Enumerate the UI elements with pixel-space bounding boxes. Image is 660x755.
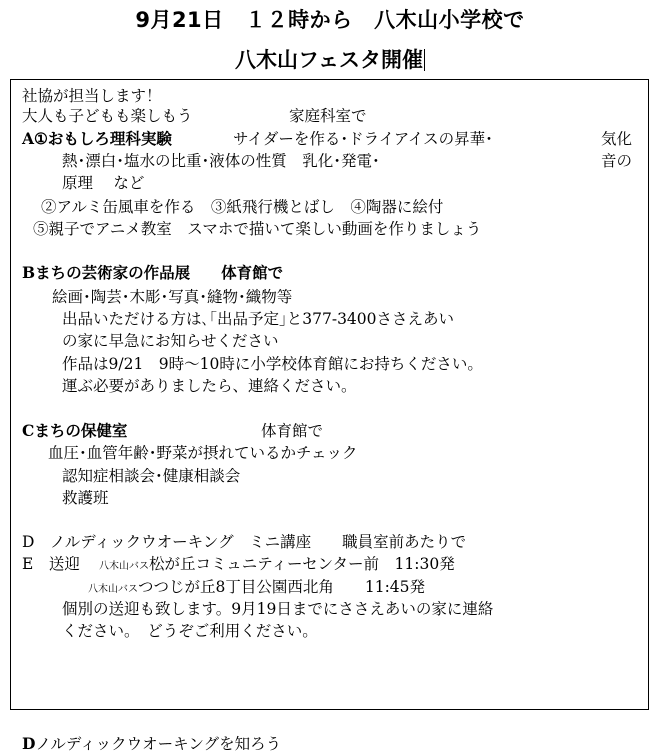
- event-details-box: [10, 79, 649, 710]
- section-a-title: A①おもしろ理科実験: [22, 129, 172, 148]
- footer-d-label: D: [22, 734, 36, 753]
- intro-line: 社協が担当します！: [22, 87, 162, 105]
- footer-d-text: ノルディックウオーキングを知ろう: [35, 735, 282, 753]
- section-a-items: ②アルミ缶風車を作る ③紙飛行機とばし ④陶器に絵付: [41, 198, 444, 216]
- section-b-title: Bまちの芸術家の作品展 体育館で: [22, 263, 284, 282]
- section-e-line: 個別の送迎も致します。9月19日までにささえあいの家に連絡: [62, 600, 494, 618]
- text-cursor: [424, 49, 425, 71]
- section-b-line: の家に早急にお知らせください: [62, 332, 279, 350]
- section-c-line: 救護班: [62, 489, 109, 507]
- section-d-line: D ノルディックウオーキング ミニ講座 職員室前あたりで: [22, 533, 467, 551]
- section-a-items-2: ⑤親子でアニメ教室 スマホで描いて楽しい動画を作りましょう: [33, 220, 482, 238]
- bus-stop-1: 松が丘コミュニティーセンター前 11:30発: [149, 555, 455, 573]
- section-a-desc-2: 熱･漂白･塩水の比重･液体の性質 乳化･発電･: [62, 152, 380, 170]
- section-a-desc-2-end: 音の: [601, 152, 633, 170]
- intro-location: 家庭科室で: [289, 107, 367, 125]
- section-e-bus-1: [99, 554, 455, 577]
- section-e-line: ください。 どうぞご利用ください。: [62, 622, 318, 640]
- bus-company-label: 八木山バス: [99, 561, 149, 572]
- section-c-line: 血圧･血管年齢･野菜が摂れているかチェック: [48, 444, 358, 462]
- event-title-text: 八木山フェスタ開催: [235, 48, 423, 72]
- section-a-desc: サイダーを作る･ドライアイスの昇華･: [233, 130, 493, 148]
- event-date-heading: 9月21日 １２時から 八木山小学校で: [135, 8, 525, 32]
- section-e-bus-2: [88, 577, 425, 600]
- section-a-desc-end: 気化: [601, 130, 633, 148]
- bus-stop-2: つつじが丘8丁目公園西北角 11:45発: [138, 578, 426, 596]
- section-b-line: 運ぶ必要がありましたら、連絡ください。: [62, 377, 357, 395]
- footer-line: [22, 734, 281, 754]
- section-c-line: 認知症相談会･健康相談会: [62, 467, 241, 485]
- section-c-title: Cまちの保健室: [22, 421, 128, 440]
- section-b-line: 絵画･陶芸･木彫･写真･縫物･織物等: [52, 288, 293, 306]
- section-c-location: 体育館で: [261, 422, 324, 440]
- section-e-label: E 送迎: [22, 555, 80, 573]
- section-a-desc-3: 原理 など: [62, 174, 145, 192]
- event-title-heading: [0, 44, 660, 74]
- bus-company-label: 八木山バス: [88, 584, 138, 595]
- section-b-line: 作品は9/21 9時～10時に小学校体育館にお持ちください。: [62, 355, 483, 373]
- intro-subline: 大人も子どもも楽しもう: [22, 107, 193, 125]
- section-b-line: 出品いただける方は､｢出品予定｣と377-3400ささえあい: [62, 310, 455, 328]
